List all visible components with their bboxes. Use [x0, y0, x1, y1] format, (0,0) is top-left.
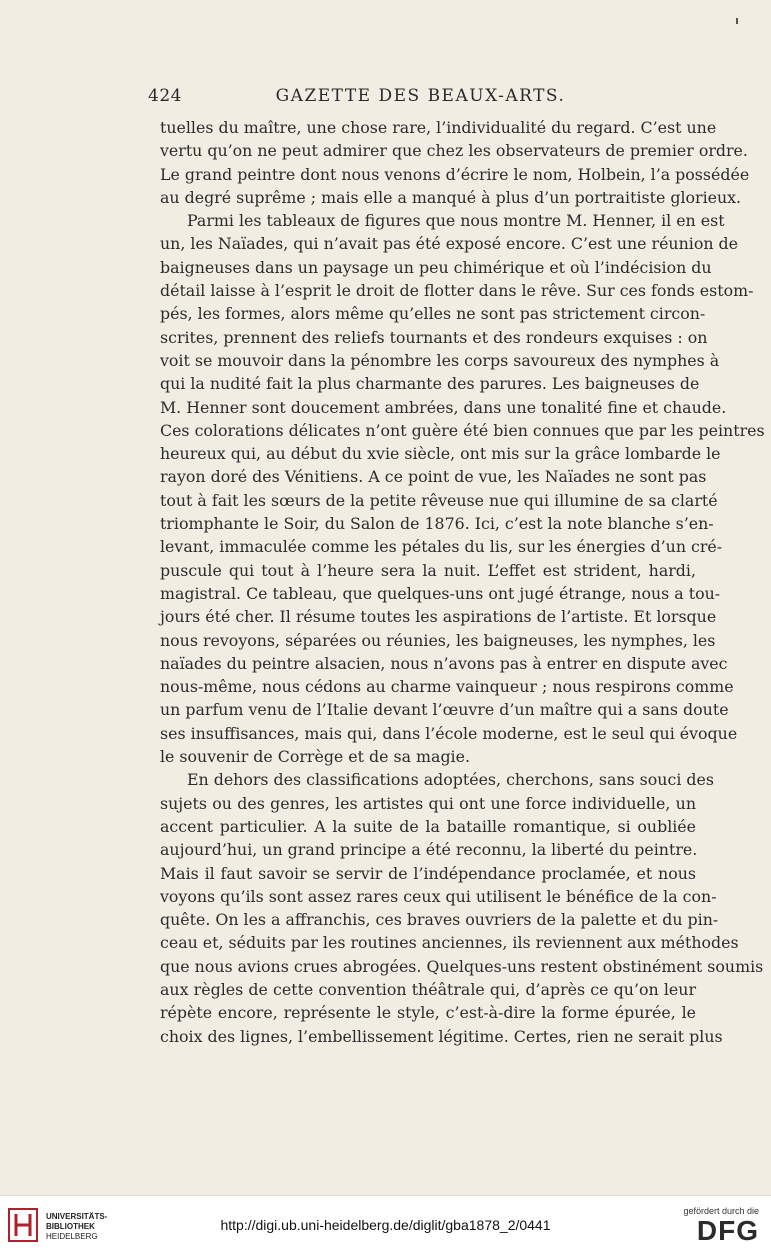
text-line: tout à fait les sœurs de la petite rêveuse nue qui illumine de sa clarté	[160, 490, 718, 510]
text-line: nous-même, nous cédons au charme vainqueur ; nous respirons comme	[160, 677, 734, 697]
text-line: Parmi les tableaux de figures que nous montre M. Henner, il en est	[187, 211, 725, 231]
text-line: puscule qui tout à l’heure sera la nuit. L’effet est strident, hardi,	[160, 560, 696, 580]
text-line: un, les Naïades, qui n’avait pas été exposé encore. C’est une réunion de	[160, 234, 738, 254]
text-line: nous revoyons, séparées ou réunies, les baigneuses, les nymphes, les	[160, 630, 716, 650]
text-line: accent particulier. A la suite de la bataille romantique, si oubliée	[160, 816, 696, 836]
text-line: Le grand peintre dont nous venons d’écrire le nom, Holbein, l’a possédée	[160, 164, 750, 184]
text-line: le souvenir de Corrège et de sa magie.	[160, 747, 470, 767]
text-line: jours été cher. Il résume toutes les aspirations de l’artiste. Et lorsque	[160, 607, 717, 627]
page-header	[148, 86, 693, 110]
text-line: au degré suprême ; mais elle a manqué à plus d’un portraitiste glorieux.	[160, 187, 742, 207]
library-name-line: HEIDELBERG	[46, 1232, 98, 1241]
text-line: quête. On les a affranchis, ces braves ouvriers de la palette et du pin-	[160, 910, 719, 930]
text-line: baigneuses dans un paysage un peu chimérique et où l’indécision du	[160, 257, 712, 277]
text-line: magistral. Ce tableau, que quelques-uns ont jugé étrange, nous a tou-	[160, 583, 721, 603]
running-head: GAZETTE DES BEAUX-ARTS.	[275, 86, 566, 106]
text-line: répète encore, représente le style, c’est-à-dire la forme épurée, le	[160, 1003, 696, 1023]
text-line: qui la nudité fait la plus charmante des parures. Les baigneuses de	[160, 374, 700, 394]
text-line: vertu qu’on ne peut admirer que chez les observateurs de premier ordre.	[160, 141, 748, 161]
text-line: rayon doré des Vénitiens. A ce point de vue, les Naïades ne sont pas	[160, 467, 707, 487]
text-line: triomphante le Soir, du Salon de 1876. Ici, c’est la note blanche s’en-	[160, 514, 714, 534]
text-line: voyons qu’ils sont assez rares ceux qui utilisent le bénéfice de la con-	[160, 886, 717, 906]
text-line: un parfum venu de l’Italie devant l’œuvre d’un maître qui a sans doute	[160, 700, 729, 720]
library-name-line: UNIVERSITÄTS-	[46, 1212, 108, 1221]
text-line: M. Henner sont doucement ambrées, dans une tonalité fine et chaude.	[160, 397, 727, 417]
body-text	[160, 116, 765, 1048]
text-line: pés, les formes, alors même qu’elles ne sont pas strictement circon-	[160, 304, 706, 324]
text-line: Ces colorations délicates n’ont guère été bien connues que par les peintres	[160, 420, 765, 440]
text-line: sujets ou des genres, les artistes qui ont une force individuelle, un	[160, 793, 696, 813]
margin-mark	[736, 18, 738, 24]
text-line: détail laisse à l’esprit le droit de flotter dans le rêve. Sur ces fonds estom-	[160, 281, 754, 301]
text-line: Mais il faut savoir se servir de l’indépendance proclamée, et nous	[160, 863, 696, 883]
text-line: aux règles de cette convention théâtrale qui, d’après ce qu’on leur	[160, 979, 696, 999]
funding-text: gefördert durch die	[683, 1206, 759, 1216]
text-line: naïades du peintre alsacien, nous n’avons pas à entrer en dispute avec	[160, 653, 728, 673]
text-line: que nous avions crues abrogées. Quelques-uns restent obstinément soumis	[160, 956, 764, 976]
text-line: ceau et, séduits par les routines anciennes, ils reviennent aux méthodes	[160, 933, 739, 953]
text-line: En dehors des classifications adoptées, cherchons, sans souci des	[187, 770, 714, 790]
viewer-footer	[0, 1195, 771, 1254]
funding-notice	[683, 1206, 759, 1246]
text-line: ses insuffisances, mais qui, dans l’école moderne, est le seul qui évoque	[160, 723, 738, 743]
page-number: 424	[148, 86, 182, 106]
text-line: levant, immaculée comme les pétales du lis, sur les énergies d’un cré-	[160, 537, 723, 557]
text-line: tuelles du maître, une chose rare, l’individualité du regard. C’est une	[160, 118, 717, 137]
text-line: scrites, prennent des reliefs tournants et des rondeurs exquises : on	[160, 327, 708, 347]
permalink-url[interactable]: http://digi.ub.uni-heidelberg.de/diglit/gba1878_2/0441	[220, 1217, 551, 1233]
text-line: heureux qui, au début du xvie siècle, ont mis sur la grâce lombarde le	[160, 444, 721, 464]
text-line: aujourd’hui, un grand principe a été reconnu, la liberté du peintre.	[160, 840, 698, 860]
dfg-logo: DFG	[696, 1215, 759, 1246]
text-line: choix des lignes, l’embellissement légitime. Certes, rien ne serait plus	[160, 1026, 723, 1046]
text-line: voit se mouvoir dans la pénombre les corps savoureux des nymphes à	[160, 350, 720, 370]
library-name-line: BIBLIOTHEK	[46, 1222, 95, 1231]
